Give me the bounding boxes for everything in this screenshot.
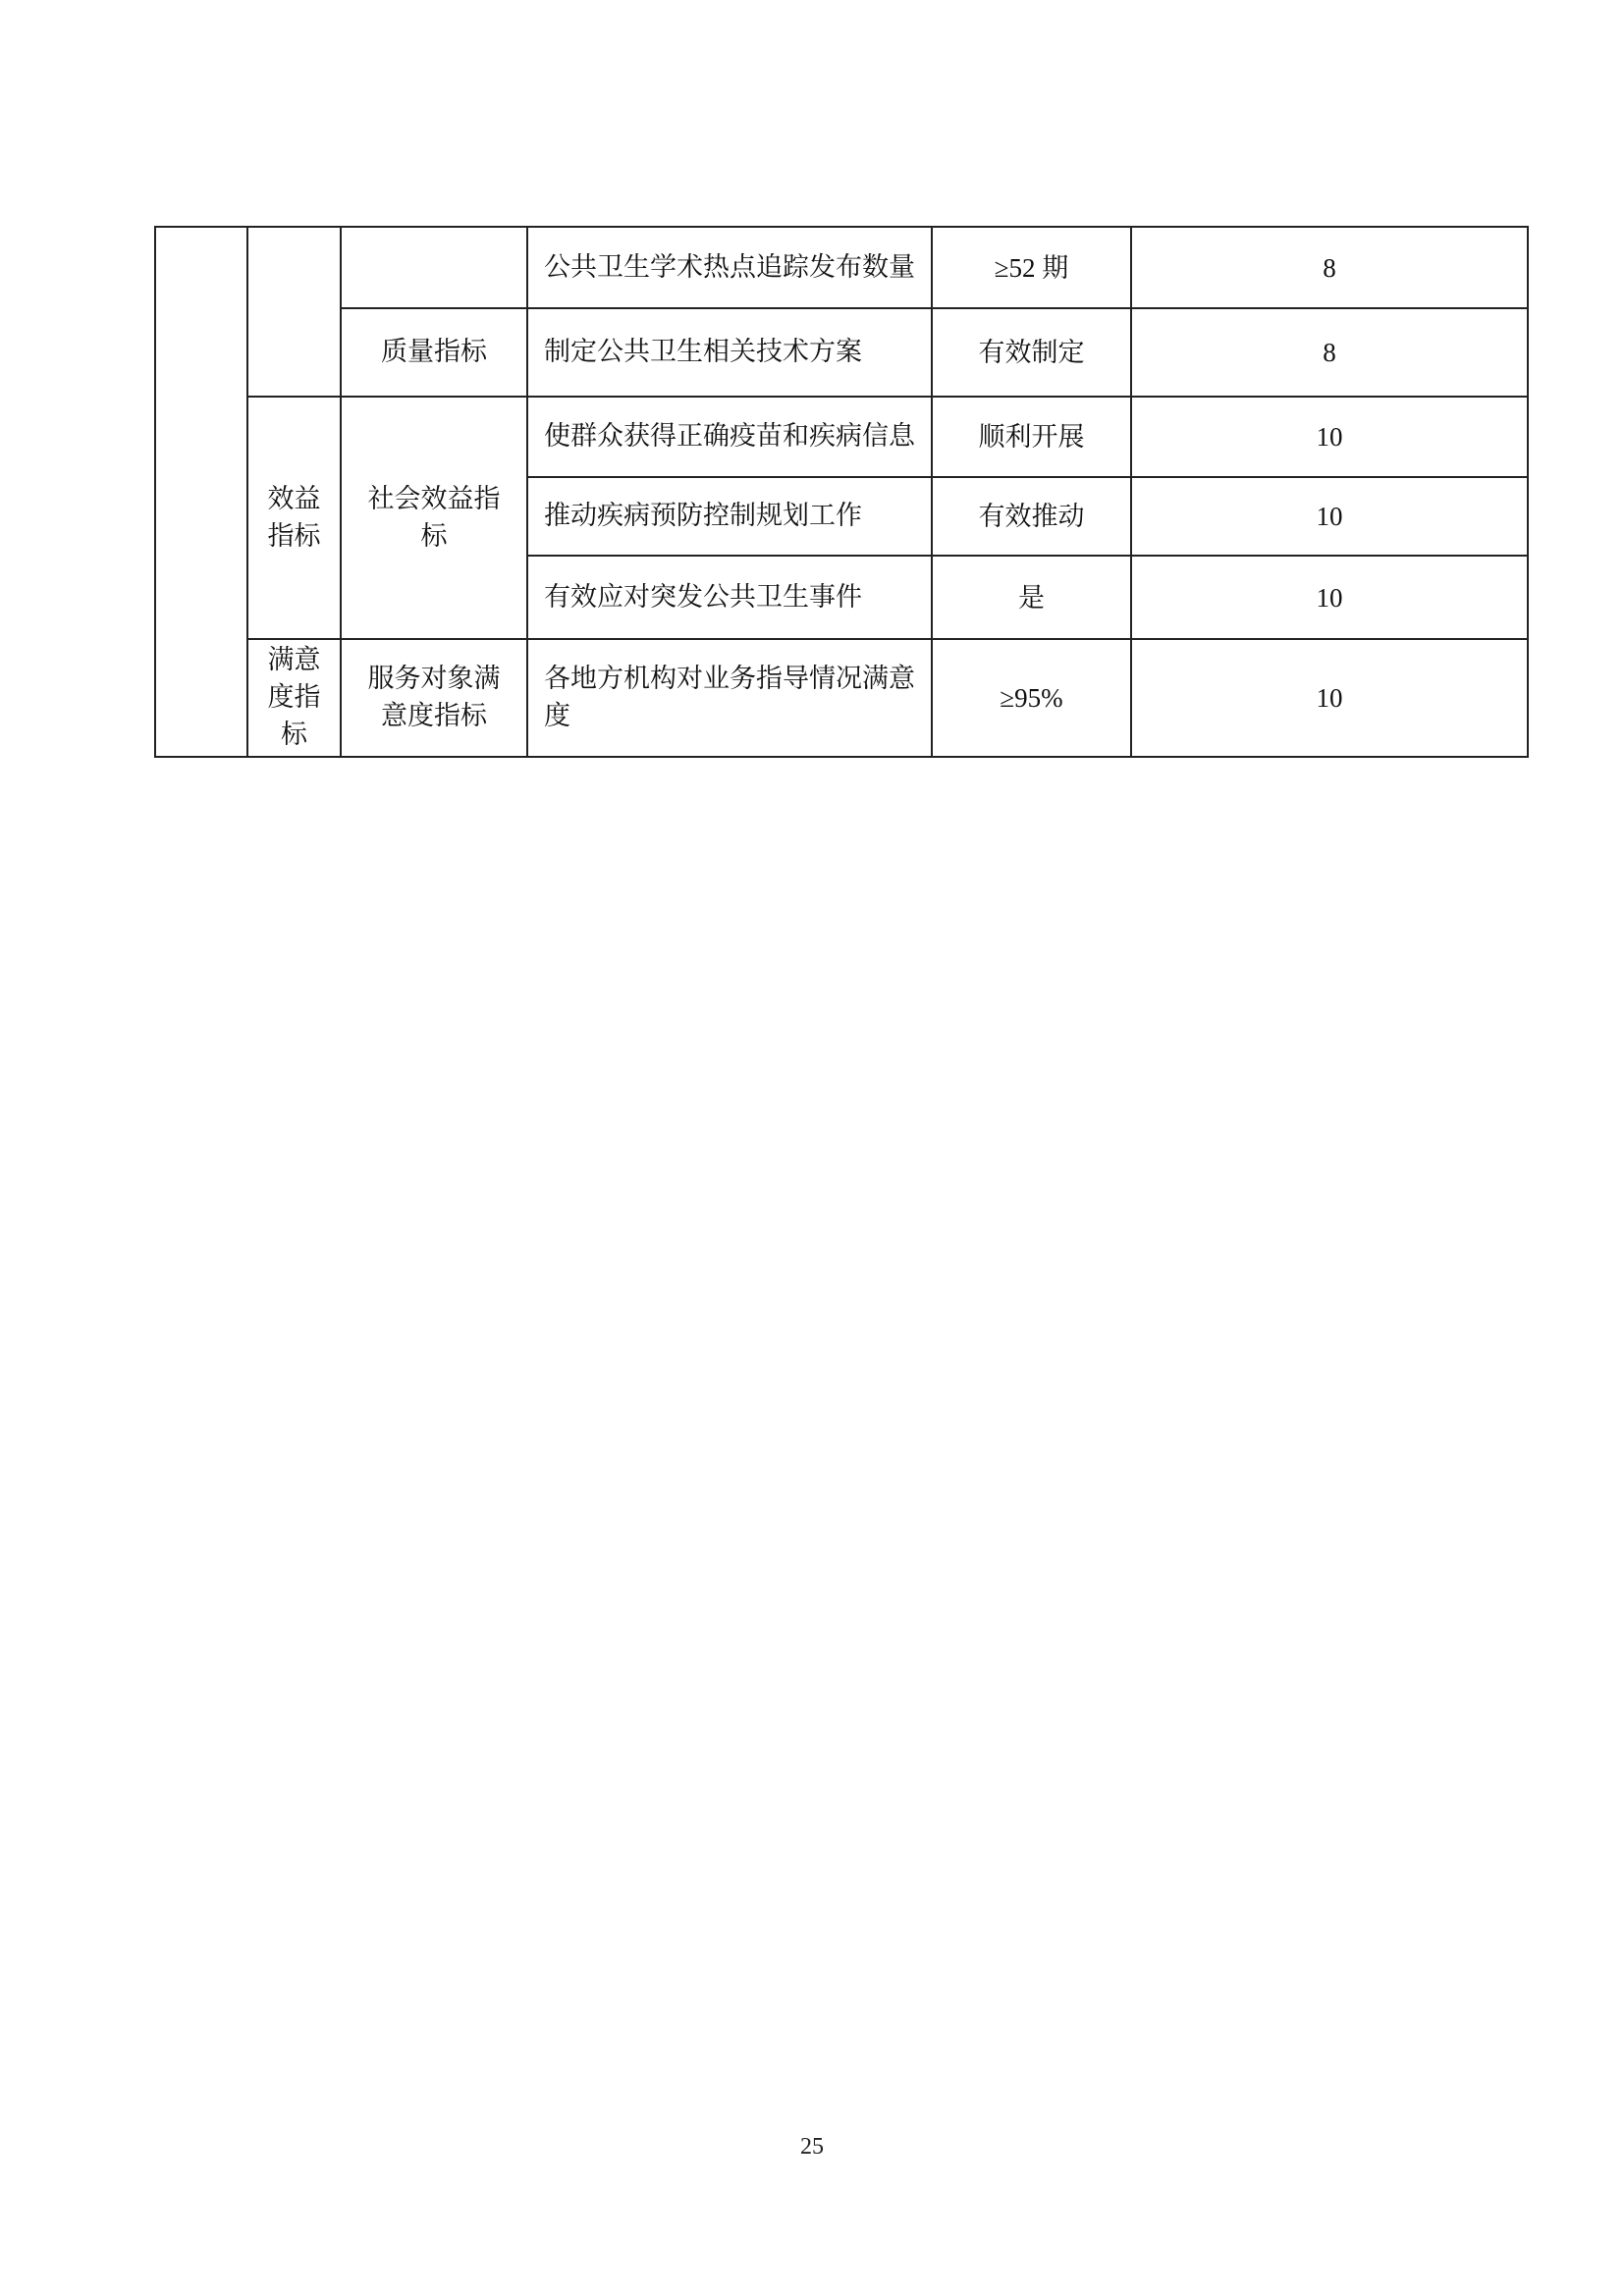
sub-category-cell: 服务对象满 意度指标	[341, 639, 527, 757]
indicator-cell: 推动疾病预防控制规划工作	[527, 477, 932, 556]
score-cell: 8	[1131, 227, 1528, 308]
score-cell: 8	[1131, 308, 1528, 397]
score-cell: 10	[1131, 477, 1528, 556]
sub-category-cell: 社会效益指 标	[341, 397, 527, 639]
category-cell	[247, 227, 341, 397]
sub-category-cell: 质量指标	[341, 308, 527, 397]
first-column-cell	[155, 227, 247, 757]
indicator-cell: 各地方机构对业务指导情况满意度	[527, 639, 932, 757]
target-value-cell: 是	[932, 556, 1131, 639]
indicator-cell: 制定公共卫生相关技术方案	[527, 308, 932, 397]
score-cell: 10	[1131, 556, 1528, 639]
score-cell: 10	[1131, 639, 1528, 757]
target-value-cell: 有效制定	[932, 308, 1131, 397]
indicator-cell: 有效应对突发公共卫生事件	[527, 556, 932, 639]
category-cell: 满意 度指 标	[247, 639, 341, 757]
category-cell: 效益 指标	[247, 397, 341, 639]
target-value-cell: ≥95%	[932, 639, 1131, 757]
indicator-cell: 公共卫生学术热点追踪发布数量	[527, 227, 932, 308]
performance-indicator-table	[154, 226, 1529, 758]
indicator-cell: 使群众获得正确疫苗和疾病信息	[527, 397, 932, 477]
target-value-cell: ≥52 期	[932, 227, 1131, 308]
target-value-cell: 顺利开展	[932, 397, 1131, 477]
target-value-cell: 有效推动	[932, 477, 1131, 556]
table-row	[155, 227, 1528, 308]
table-row	[155, 308, 1528, 397]
table-row	[155, 639, 1528, 757]
score-cell: 10	[1131, 397, 1528, 477]
sub-category-cell	[341, 227, 527, 308]
table-row	[155, 397, 1528, 477]
page-number: 25	[800, 2134, 824, 2160]
